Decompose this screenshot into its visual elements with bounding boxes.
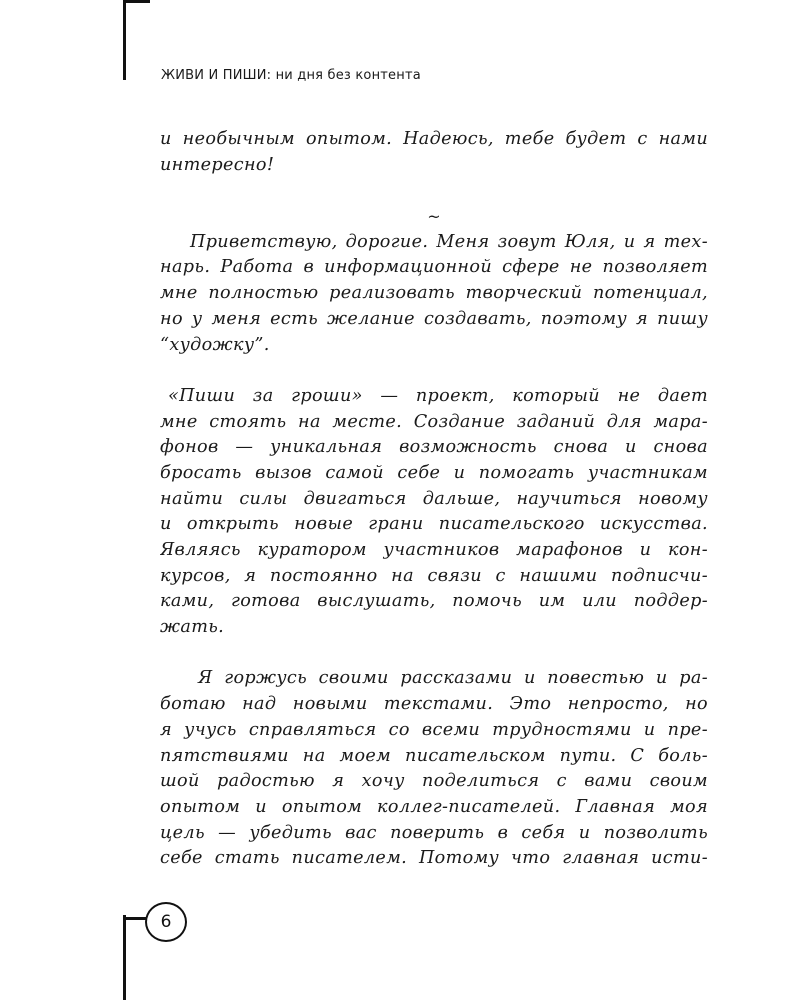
body-line: и необычным опытом. Надеюсь, тебе будет с нами [160, 129, 708, 149]
body-line: цель — убедить вас поверить в себя и позволить [160, 822, 708, 843]
paragraph-gap [160, 178, 708, 204]
body-line: себе стать писателем. Потому что главная исти- [160, 848, 708, 869]
paragraph-gap [160, 641, 708, 667]
body-line: Являясь куратором участников марафонов и кон- [160, 540, 708, 560]
body-line: я учусь справляться со всеми трудностями и пре- [160, 719, 708, 740]
body-line: опытом и опытом коллег-писателей. Главная моя [160, 796, 708, 817]
body-line: «Пиши за гроши» — проект, который не дает [168, 385, 708, 406]
body-line: ками, готова выслушать, помочь им или поддер- [160, 591, 708, 612]
section-separator: ~ [427, 207, 441, 227]
page-body [160, 127, 708, 872]
body-line: интересно! [160, 154, 275, 175]
body-line: пятствиями на моем писательском пути. С боль- [160, 745, 708, 766]
body-line: курсов, я постоянно на связи с нашими подписчи- [160, 565, 708, 586]
body-line: бросать вызов самой себе и помогать участникам [160, 462, 708, 483]
body-line: Приветствую, дорогие. Меня зовут Юля, и я тех- [190, 231, 708, 252]
body-line: но у меня есть желание создавать, поэтому я пишу [160, 308, 708, 329]
body-line: шой радостью я хочу поделиться с вами своим [160, 771, 708, 792]
body-line: ботаю над новыми текстами. Это непросто, но [160, 694, 708, 715]
page-number-badge: 6 [145, 902, 187, 942]
top-frame-line [123, 0, 126, 80]
body-line: найти силы двигаться дальше, научиться новому [160, 488, 708, 509]
bottom-frame-line [123, 915, 126, 1000]
body-line: и открыть новые грани писательского искусства. [160, 514, 708, 535]
running-head-title: ЖИВИ И ПИШИ: ни дня без контента [161, 68, 421, 83]
body-line: фонов — уникальная возможность снова и снова [160, 437, 708, 458]
body-line: Я горжусь своими рассказами и повестью и ра- [198, 668, 708, 689]
body-line: жать. [160, 617, 225, 638]
body-line: мне стоять на месте. Создание заданий для мара- [160, 411, 708, 432]
body-line: нарь. Работа в информационной сфере не позволяет [160, 257, 708, 278]
body-line: мне полностью реализовать творческий потенциал, [160, 283, 708, 304]
body-line: “художку”. [160, 334, 270, 355]
top-frame-tick [123, 0, 150, 3]
paragraph-gap [160, 358, 708, 384]
